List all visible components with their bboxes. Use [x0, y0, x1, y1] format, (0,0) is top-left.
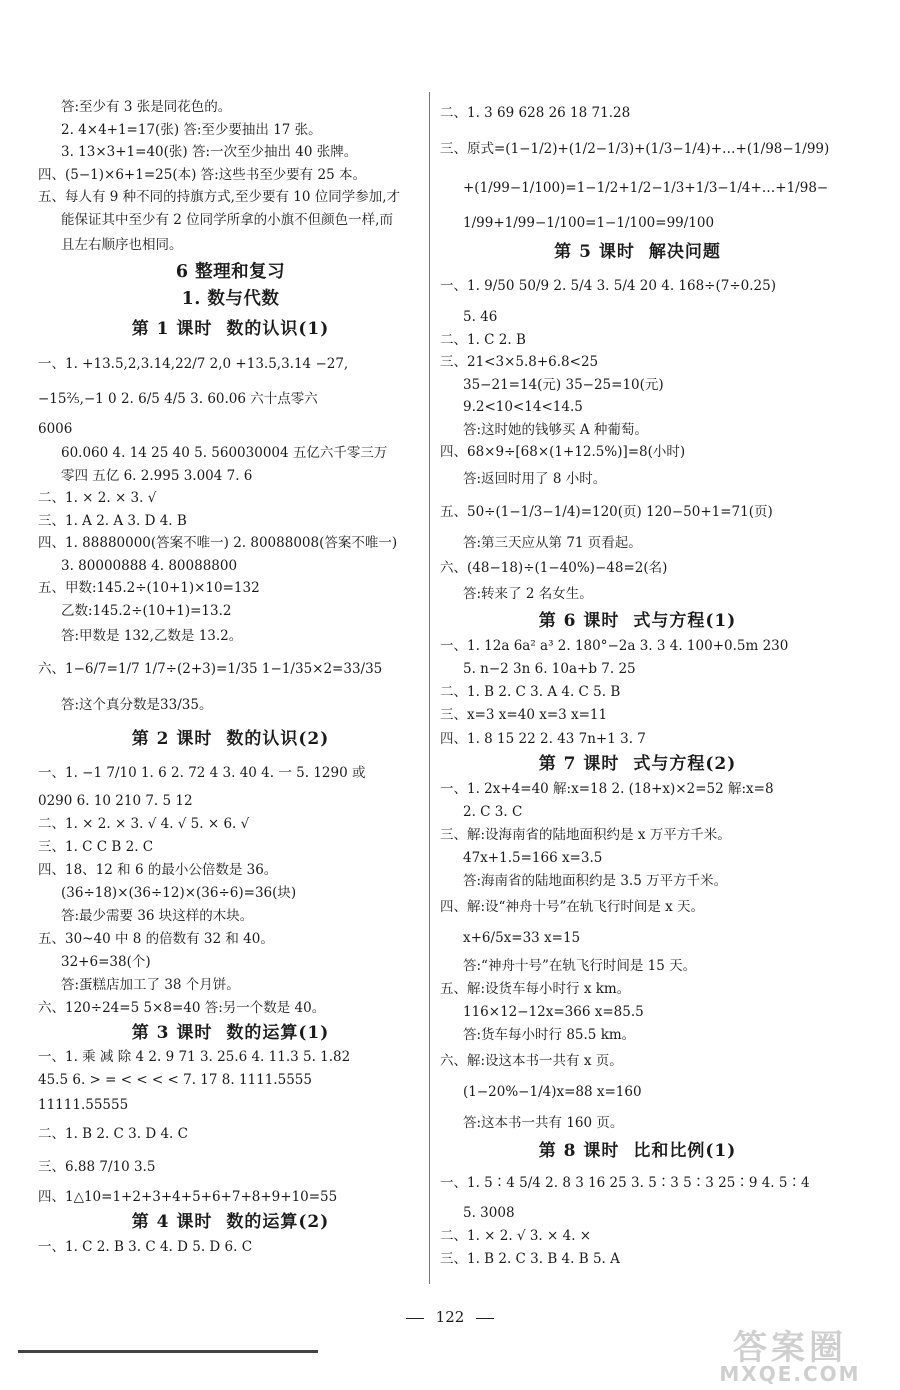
answer-line: 答:这本书一共有 160 页。 [463, 1114, 624, 1131]
lesson-heading: 第 2 课时 数的认识(2) [131, 729, 330, 749]
answer-line: x+6/5x=33 x=15 [463, 929, 581, 946]
answer-line: 六、120÷24=5 5×8=40 答:另一个数是 40。 [38, 1000, 326, 1016]
answer-line: 答:海南省的陆地面积约是 3.5 万平方千米。 [463, 872, 728, 889]
answer-line: 一、1. −1 7/10 1. 6 2. 72 4 3. 40 4. 一 5. 1290 或 [38, 765, 366, 781]
lesson-heading: 第 5 课时 解决问题 [554, 242, 721, 262]
section-heading: 6 整理和复习 [175, 262, 286, 282]
page-number: 122 [435, 1308, 465, 1326]
answer-line: 三、21<3×5.8+6.8<25 [440, 354, 599, 370]
answer-line: 45.5 6. > = < < < < 7. 17 8. 1111.5555 [38, 1071, 312, 1088]
answer-line: 且左右顺序也相同。 [61, 237, 183, 253]
answer-line: 三、原式=(1−1/2)+(1/2−1/3)+(1/3−1/4)+…+(1/98−1/99) [440, 141, 830, 157]
answer-line: +(1/99−1/100)=1−1/2+1/2−1/3+1/3−1/4+…+1/98− [463, 180, 829, 196]
answer-line: 答:货车每小时行 85.5 km。 [463, 1026, 636, 1043]
answer-line: 能保证其中至少有 2 位同学所拿的小旗不但颜色一样,而 [61, 211, 393, 228]
answer-line: 四、1. 8 15 22 2. 43 7n+1 3. 7 [440, 730, 646, 747]
answer-line: 答:返回时用了 8 小时。 [463, 470, 607, 487]
answer-line: 答:“神舟十号”在轨飞行时间是 15 天。 [463, 957, 697, 974]
answer-line: 2. C 3. C [463, 803, 523, 820]
lesson-heading: 第 7 课时 式与方程(2) [538, 753, 737, 774]
answer-line: 零四 五亿 6. 2.995 3.004 7. 6 [61, 467, 253, 484]
answer-line: 一、1. 5∶4 5/4 2. 8 3 16 25 3. 5∶3 5∶3 25∶9 4. 5∶4 [440, 1174, 810, 1191]
answer-line: −15⅖,−1 0 2. 6/5 4/5 3. 60.06 六十点零六 [38, 391, 318, 407]
answer-line: 二、1. × 2. × 3. √ 4. √ 5. × 6. √ [38, 816, 250, 832]
answer-line: 3. 80000888 4. 80088800 [61, 557, 238, 574]
section-heading: 1. 数与代数 [181, 289, 280, 309]
answer-line: 9.2<10<14<14.5 [463, 399, 583, 415]
answer-line: 二、1. B 2. C 3. A 4. C 5. B [440, 683, 621, 700]
answer-line: 三、1. C C B 2. C [38, 839, 154, 855]
footer-dash-right [476, 1318, 494, 1319]
answer-line: 一、1. 9/50 50/9 2. 5/4 3. 5/4 20 4. 168÷(7÷0.25) [440, 278, 776, 294]
answer-line: 二、1. B 2. C 3. D 4. C [38, 1126, 188, 1142]
answer-line: 答:蛋糕店加工了 38 个月饼。 [61, 977, 240, 993]
answer-line: 三、x=3 x=40 x=3 x=11 [440, 706, 608, 723]
answer-line: 三、1. A 2. A 3. D 4. B [38, 512, 187, 529]
answer-line: 四、解:设“神舟十号”在轨飞行时间是 x 天。 [440, 898, 705, 915]
lesson-heading: 第 8 课时 比和比例(1) [538, 1140, 737, 1161]
watermark-url: MXQE.COM [719, 1362, 861, 1386]
answer-line: 四、1. 88880000(答案不唯一) 2. 80088008(答案不唯一) [38, 535, 398, 551]
answer-line: (1−20%−1/4)x=88 x=160 [463, 1083, 642, 1100]
answer-line: 三、1. B 2. C 3. B 4. B 5. A [440, 1250, 620, 1267]
column-divider [429, 92, 430, 1284]
right-column [440, 96, 835, 1271]
answer-line: 六、解:设这本书一共有 x 页。 [440, 1052, 623, 1069]
bottom-rule [18, 1350, 318, 1353]
answer-line: 2. 4×4+1=17(张) 答:至少要抽出 17 张。 [61, 121, 322, 138]
answer-line: 35−21=14(元) 35−25=10(元) [463, 376, 664, 393]
answer-line: (36÷18)×(36÷12)×(36÷6)=36(块) [61, 885, 297, 901]
answer-line: 答:最少需要 36 块这样的木块。 [61, 908, 254, 924]
answer-line: 五、甲数:145.2÷(10+1)×10=132 [38, 580, 260, 596]
answer-line: 六、(48−18)÷(1−40%)−48=2(名) [440, 559, 668, 576]
watermark-logo [690, 1320, 890, 1386]
answer-line: 5. 46 [463, 309, 498, 325]
answer-line: 四、68×9÷[68×(1+12.5%)]=8(小时) [440, 444, 686, 460]
answer-line: 一、1. +13.5,2,3.14,22/7 2,0 +13.5,3.14 −27, [38, 356, 349, 372]
answer-line: 乙数:145.2÷(10+1)=13.2 [61, 602, 232, 619]
lesson-heading: 第 6 课时 式与方程(1) [538, 610, 737, 631]
answer-line: 二、1. C 2. B [440, 331, 526, 348]
answer-line: 二、1. × 2. × 3. √ [38, 490, 157, 506]
left-column [38, 96, 423, 1259]
answer-line: 三、解:设海南省的陆地面积约是 x 万平方千米。 [440, 826, 731, 843]
footer-dash-left [406, 1318, 424, 1319]
answer-line: 一、1. 2x+4=40 解:x=18 2. (18+x)×2=52 解:x=8 [440, 780, 774, 797]
answer-line: 一、1. 乘 减 除 4 2. 9 71 3. 25.6 4. 11.3 5. 1.82 [38, 1049, 351, 1065]
answer-line: 四、1△10=1+2+3+4+5+6+7+8+9+10=55 [38, 1189, 338, 1205]
answer-line: 二、1. × 2. √ 3. × 4. × [440, 1227, 592, 1244]
watermark-text: 答案圈 [733, 1328, 847, 1368]
answer-line: 五、每人有 9 种不同的持旗方式,至少要有 10 位同学参加,才 [38, 189, 401, 205]
answer-line: 47x+1.5=166 x=3.5 [463, 849, 603, 866]
answer-line: 五、30~40 中 8 的倍数有 32 和 40。 [38, 931, 274, 947]
answer-line: 1/99+1/99−1/100=1−1/100=99/100 [463, 215, 715, 231]
answer-line: 116×12−12x=366 x=85.5 [463, 1003, 644, 1020]
answer-line: 四、18、12 和 6 的最小公倍数是 36。 [38, 862, 278, 878]
answer-line: 答:第三天应从第 71 页看起。 [463, 534, 642, 551]
answer-line: 一、1. 12a 6a² a³ 2. 180°−2a 3. 3 4. 100+0.5m 230 [440, 637, 789, 654]
answer-line: 11111.55555 [38, 1097, 129, 1113]
answer-line: 60.060 4. 14 25 40 5. 560030004 五亿六千零三万 [61, 445, 388, 461]
answer-line: 一、1. C 2. B 3. C 4. D 5. D 6. C [38, 1239, 253, 1255]
answer-line: 5. 3008 [463, 1204, 515, 1221]
answer-line: 五、解:设货车每小时行 x km。 [440, 980, 631, 997]
answer-line: 二、1. 3 69 628 26 18 71.28 [440, 105, 631, 121]
answer-line: 32+6=38(个) [61, 954, 151, 970]
answer-line: 答:甲数是 132,乙数是 13.2。 [61, 628, 243, 644]
answer-line: 3. 13×3+1=40(张) 答:一次至少抽出 40 张牌。 [61, 144, 358, 160]
answer-line: 0290 6. 10 210 7. 5 12 [38, 793, 193, 809]
answer-line: 答:转来了 2 名女生。 [463, 585, 593, 602]
answer-line: 三、6.88 7/10 3.5 [38, 1159, 156, 1175]
lesson-heading: 第 4 课时 数的运算(2) [131, 1212, 330, 1232]
answer-line: 5. n−2 3n 6. 10a+b 7. 25 [463, 660, 636, 677]
lesson-heading: 第 1 课时 数的认识(1) [131, 319, 330, 339]
answer-line: 六、1−6/7=1/7 1/7÷(2+3)=1/35 1−1/35×2=33/35 [38, 661, 383, 677]
answer-line: 答:这个真分数是33/35。 [61, 697, 213, 713]
answer-line: 四、(5−1)×6+1=25(本) 答:这些书至少要有 25 本。 [38, 166, 366, 183]
answer-line: 答:至少有 3 张是同花色的。 [61, 99, 232, 115]
lesson-heading: 第 3 课时 数的运算(1) [131, 1023, 330, 1043]
answer-line: 6006 [38, 421, 73, 437]
answer-line: 五、50÷(1−1/3−1/4)=120(页) 120−50+1=71(页) [440, 503, 773, 520]
answer-line: 答:这时她的钱够买 A 种葡萄。 [463, 421, 648, 438]
